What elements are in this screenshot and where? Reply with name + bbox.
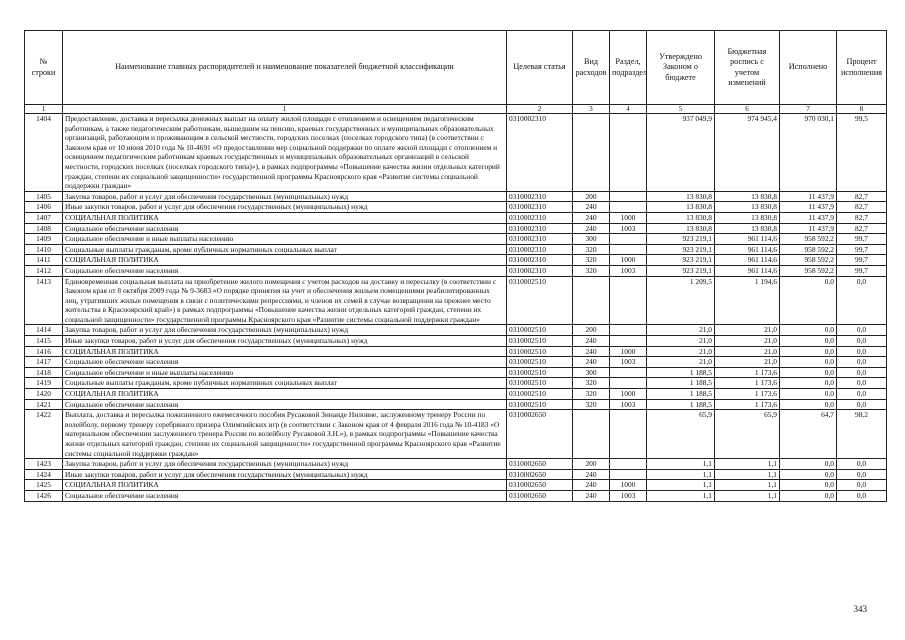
header-budget-schedule: Бюджетная роспись с учетом изменений — [715, 31, 780, 105]
column-number: 1 — [25, 105, 63, 114]
approved-cell: 21,0 — [647, 336, 715, 347]
percent-cell: 0,0 — [837, 399, 887, 410]
table-row — [25, 346, 887, 357]
section-cell — [610, 378, 647, 389]
approved-cell: 13 830,8 — [647, 212, 715, 223]
approved-cell: 21,0 — [647, 346, 715, 357]
approved-cell: 1 188,5 — [647, 399, 715, 410]
row-name-cell: Закупка товаров, работ и услуг для обеспечения государственных (муниципальных) нужд — [63, 459, 507, 470]
executed-cell: 11 437,9 — [780, 202, 837, 213]
row-number-cell: 1413 — [25, 276, 63, 325]
executed-cell: 958 592,2 — [780, 244, 837, 255]
budget-schedule-cell: 1,1 — [715, 459, 780, 470]
budget-schedule-cell: 961 114,6 — [715, 234, 780, 245]
row-number-cell: 1418 — [25, 367, 63, 378]
row-name-cell: СОЦИАЛЬНАЯ ПОЛИТИКА — [63, 389, 507, 400]
row-name-cell: Социальное обеспечение населения — [63, 357, 507, 368]
row-name-cell: Закупка товаров, работ и услуг для обеспечения государственных (муниципальных) нужд — [63, 325, 507, 336]
table-row — [25, 399, 887, 410]
budget-schedule-cell: 21,0 — [715, 336, 780, 347]
column-number: 1 — [63, 105, 507, 114]
expense-type-cell: 240 — [573, 212, 610, 223]
table-row — [25, 114, 887, 192]
row-number-cell: 1404 — [25, 114, 63, 192]
row-name-cell: Социальное обеспечение и иные выплаты населению — [63, 234, 507, 245]
section-cell: 1000 — [610, 480, 647, 491]
percent-cell: 0,0 — [837, 276, 887, 325]
header-approved: Утверждено Законом о бюджете — [647, 31, 715, 105]
executed-cell: 958 592,2 — [780, 234, 837, 245]
target-article-cell: 0310002310 — [507, 191, 573, 202]
expense-type-cell: 200 — [573, 459, 610, 470]
page-number: 343 — [853, 604, 867, 614]
table-row — [25, 212, 887, 223]
row-name-cell: СОЦИАЛЬНАЯ ПОЛИТИКА — [63, 480, 507, 491]
row-name-cell: Выплата, доставка и пересылка пожизненного ежемесячного пособия Русаковой Зинаиде Ниловне, заслуженному тренеру России по волейболу, первому тренеру серебряного призера Олимпийских игр (в соответствии с Законом края от 4 февраля 2016 года № 10-4183 «О материальном обеспечении заслуженного тренера России по волейболу Русаковой З.Н.»), в рамках подпрограммы «Повышение качества жизни отдельных категорий граждан, степени их социальной защищенности» государственной программы Красноярского края «Развитие системы социальной поддержки граждан» — [63, 410, 507, 459]
expense-type-cell: 320 — [573, 378, 610, 389]
table-row — [25, 389, 887, 400]
table-row — [25, 459, 887, 470]
column-number: 7 — [780, 105, 837, 114]
budget-schedule-cell: 21,0 — [715, 357, 780, 368]
percent-cell: 0,0 — [837, 357, 887, 368]
executed-cell: 0,0 — [780, 346, 837, 357]
executed-cell: 0,0 — [780, 480, 837, 491]
row-number-cell: 1422 — [25, 410, 63, 459]
expense-type-cell: 240 — [573, 223, 610, 234]
budget-schedule-cell: 13 830,8 — [715, 202, 780, 213]
table-row — [25, 255, 887, 266]
executed-cell: 64,7 — [780, 410, 837, 459]
budget-schedule-cell: 1 194,6 — [715, 276, 780, 325]
percent-cell: 82,7 — [837, 212, 887, 223]
table-body — [25, 105, 887, 502]
percent-cell: 98,2 — [837, 410, 887, 459]
expense-type-cell: 240 — [573, 357, 610, 368]
header-expense-type: Вид расходов — [573, 31, 610, 105]
section-cell — [610, 202, 647, 213]
header-section: Раздел, подраздел — [610, 31, 647, 105]
expense-type-cell: 240 — [573, 480, 610, 491]
target-article-cell: 0310002510 — [507, 346, 573, 357]
approved-cell: 1 188,5 — [647, 389, 715, 400]
row-number-cell: 1411 — [25, 255, 63, 266]
budget-schedule-cell: 1,1 — [715, 490, 780, 501]
percent-cell: 99,7 — [837, 265, 887, 276]
budget-schedule-cell: 961 114,6 — [715, 244, 780, 255]
section-cell: 1003 — [610, 399, 647, 410]
section-cell: 1003 — [610, 223, 647, 234]
target-article-cell: 0310002510 — [507, 399, 573, 410]
column-number: 4 — [610, 105, 647, 114]
expense-type-cell — [573, 114, 610, 192]
row-number-cell: 1419 — [25, 378, 63, 389]
target-article-cell: 0310002510 — [507, 357, 573, 368]
row-number-cell: 1421 — [25, 399, 63, 410]
column-number: 3 — [573, 105, 610, 114]
section-cell — [610, 234, 647, 245]
budget-schedule-cell: 13 830,8 — [715, 212, 780, 223]
approved-cell: 1 209,5 — [647, 276, 715, 325]
budget-schedule-cell: 13 830,8 — [715, 223, 780, 234]
executed-cell: 0,0 — [780, 399, 837, 410]
expense-type-cell: 240 — [573, 346, 610, 357]
percent-cell: 0,0 — [837, 346, 887, 357]
approved-cell: 13 830,8 — [647, 202, 715, 213]
row-number-cell: 1405 — [25, 191, 63, 202]
executed-cell: 11 437,9 — [780, 212, 837, 223]
table-row — [25, 223, 887, 234]
expense-type-cell: 300 — [573, 234, 610, 245]
section-cell — [610, 191, 647, 202]
budget-schedule-cell: 1,1 — [715, 480, 780, 491]
approved-cell: 937 049,9 — [647, 114, 715, 192]
row-number-cell: 1407 — [25, 212, 63, 223]
header-percent: Процент исполнения — [837, 31, 887, 105]
percent-cell: 0,0 — [837, 378, 887, 389]
budget-schedule-cell: 13 830,8 — [715, 191, 780, 202]
percent-cell: 82,7 — [837, 191, 887, 202]
executed-cell: 0,0 — [780, 276, 837, 325]
row-number-cell: 1416 — [25, 346, 63, 357]
executed-cell: 0,0 — [780, 336, 837, 347]
executed-cell: 0,0 — [780, 490, 837, 501]
approved-cell: 1,1 — [647, 490, 715, 501]
table-row — [25, 480, 887, 491]
section-cell — [610, 114, 647, 192]
target-article-cell: 0310002310 — [507, 265, 573, 276]
row-number-cell: 1420 — [25, 389, 63, 400]
target-article-cell: 0310002650 — [507, 469, 573, 480]
approved-cell: 923 219,1 — [647, 244, 715, 255]
expense-type-cell: 320 — [573, 399, 610, 410]
row-name-cell: Социальные выплаты гражданам, кроме публичных нормативных социальных выплат — [63, 244, 507, 255]
section-cell — [610, 325, 647, 336]
executed-cell: 0,0 — [780, 389, 837, 400]
table-row — [25, 244, 887, 255]
executed-cell: 0,0 — [780, 469, 837, 480]
percent-cell: 0,0 — [837, 325, 887, 336]
table-row — [25, 276, 887, 325]
column-number: 5 — [647, 105, 715, 114]
target-article-cell: 0310002650 — [507, 410, 573, 459]
row-name-cell: Социальное обеспечение и иные выплаты населению — [63, 367, 507, 378]
executed-cell: 0,0 — [780, 325, 837, 336]
section-cell — [610, 276, 647, 325]
target-article-cell: 0310002310 — [507, 244, 573, 255]
approved-cell: 923 219,1 — [647, 265, 715, 276]
header-row-number: № строки — [25, 31, 63, 105]
executed-cell: 0,0 — [780, 459, 837, 470]
row-number-cell: 1424 — [25, 469, 63, 480]
budget-schedule-cell: 65,9 — [715, 410, 780, 459]
section-cell: 1000 — [610, 389, 647, 400]
section-cell: 1003 — [610, 265, 647, 276]
row-name-cell: Предоставление, доставка и пересылка денежных выплат на оплату жилой площади с отоплением и освещением педагогическим работникам, а также педагогическим работникам, вышедшим на пенсию, краевых государственных и муниципальных образовательных организаций, работающим и проживающим в сельской местности, городских поселках (поселках городского типа) (в соответствии с Законом края от 10 июня 2010 года № 10-4691 «О предоставлении мер социальной поддержки по оплате жилой площади с отоплением и освещением педагогическим работникам краевых государственных и муниципальных образовательных организаций в сельской местности, городских поселках (поселках городского типа)»), в рамках подпрограммы «Повышение качества жизни отдельных категорий граждан, степени их социальной защищенности» государственной программы Красноярского края «Развитие системы социальной поддержки граждан» — [63, 114, 507, 192]
percent-cell: 0,0 — [837, 480, 887, 491]
table-row — [25, 378, 887, 389]
row-number-cell: 1409 — [25, 234, 63, 245]
row-name-cell: Социальное обеспечение населения — [63, 265, 507, 276]
table-row — [25, 410, 887, 459]
percent-cell: 0,0 — [837, 469, 887, 480]
table-row — [25, 469, 887, 480]
row-name-cell: Социальное обеспечение населения — [63, 223, 507, 234]
table-row — [25, 265, 887, 276]
row-name-cell: СОЦИАЛЬНАЯ ПОЛИТИКА — [63, 346, 507, 357]
expense-type-cell: 320 — [573, 255, 610, 266]
target-article-cell: 0310002650 — [507, 459, 573, 470]
row-number-cell: 1426 — [25, 490, 63, 501]
percent-cell: 99,5 — [837, 114, 887, 192]
row-name-cell: Социальные выплаты гражданам, кроме публичных нормативных социальных выплат — [63, 378, 507, 389]
table-row — [25, 202, 887, 213]
expense-type-cell: 240 — [573, 202, 610, 213]
row-name-cell: Социальное обеспечение населения — [63, 399, 507, 410]
section-cell — [610, 459, 647, 470]
section-cell: 1000 — [610, 255, 647, 266]
target-article-cell: 0310002310 — [507, 114, 573, 192]
expense-type-cell: 240 — [573, 490, 610, 501]
section-cell — [610, 244, 647, 255]
section-cell: 1003 — [610, 490, 647, 501]
approved-cell: 1 188,5 — [647, 378, 715, 389]
table-header-row — [25, 31, 887, 105]
target-article-cell: 0310002310 — [507, 223, 573, 234]
budget-schedule-cell: 21,0 — [715, 325, 780, 336]
percent-cell: 0,0 — [837, 459, 887, 470]
approved-cell: 923 219,1 — [647, 234, 715, 245]
row-name-cell: СОЦИАЛЬНАЯ ПОЛИТИКА — [63, 212, 507, 223]
expense-type-cell: 300 — [573, 367, 610, 378]
section-cell — [610, 336, 647, 347]
approved-cell: 1,1 — [647, 469, 715, 480]
row-number-cell: 1425 — [25, 480, 63, 491]
approved-cell: 21,0 — [647, 325, 715, 336]
budget-schedule-cell: 1 173,6 — [715, 399, 780, 410]
row-name-cell: Иные закупки товаров, работ и услуг для обеспечения государственных (муниципальных) нужд — [63, 202, 507, 213]
executed-cell: 958 592,2 — [780, 255, 837, 266]
executed-cell: 11 437,9 — [780, 223, 837, 234]
row-name-cell: Социальное обеспечение населения — [63, 490, 507, 501]
executed-cell: 970 030,1 — [780, 114, 837, 192]
budget-schedule-cell: 1 173,6 — [715, 389, 780, 400]
approved-cell: 13 830,8 — [647, 223, 715, 234]
table-row — [25, 325, 887, 336]
column-number: 8 — [837, 105, 887, 114]
budget-schedule-cell: 961 114,6 — [715, 265, 780, 276]
budget-schedule-cell: 974 945,4 — [715, 114, 780, 192]
row-name-cell: СОЦИАЛЬНАЯ ПОЛИТИКА — [63, 255, 507, 266]
expense-type-cell: 320 — [573, 389, 610, 400]
table-row — [25, 357, 887, 368]
row-number-cell: 1423 — [25, 459, 63, 470]
target-article-cell: 0310002310 — [507, 234, 573, 245]
row-name-cell: Единовременная социальная выплата на приобретение жилого помещения с учетом расходов на доставку и пересылку (в соответствии с Законом края от 8 октября 2009 года № 9-3683 «О порядке принятия на учет и обеспечения жильем помещениями реабилитированных лиц, утративших жилые помещения в связи с политическими репрессиями, и членов их семей в случае возвращения на прежнее место жительства в Красноярский край») в рамках подпрограммы «Повышение качества жизни отдельных категорий граждан, степени их социальной защищенности» государственной программы Красноярского края «Развитие системы социальной поддержки граждан» — [63, 276, 507, 325]
percent-cell: 82,7 — [837, 223, 887, 234]
executed-cell: 0,0 — [780, 367, 837, 378]
target-article-cell: 0310002510 — [507, 378, 573, 389]
section-cell: 1000 — [610, 212, 647, 223]
executed-cell: 958 592,2 — [780, 265, 837, 276]
approved-cell: 1,1 — [647, 480, 715, 491]
section-cell: 1000 — [610, 346, 647, 357]
target-article-cell: 0310002510 — [507, 367, 573, 378]
row-number-cell: 1415 — [25, 336, 63, 347]
row-number-cell: 1412 — [25, 265, 63, 276]
approved-cell: 65,9 — [647, 410, 715, 459]
approved-cell: 1,1 — [647, 459, 715, 470]
percent-cell: 82,7 — [837, 202, 887, 213]
budget-schedule-cell: 21,0 — [715, 346, 780, 357]
row-number-cell: 1414 — [25, 325, 63, 336]
table-row — [25, 367, 887, 378]
row-number-cell: 1410 — [25, 244, 63, 255]
header-name: Наименование главных распорядителей и наименование показателей бюджетной классификации — [63, 31, 507, 105]
row-number-cell: 1406 — [25, 202, 63, 213]
column-number-row — [25, 105, 887, 114]
section-cell — [610, 410, 647, 459]
percent-cell: 99,7 — [837, 255, 887, 266]
budget-schedule-cell: 1 173,6 — [715, 367, 780, 378]
budget-schedule-cell: 1 173,6 — [715, 378, 780, 389]
target-article-cell: 0310002510 — [507, 336, 573, 347]
target-article-cell: 0310002510 — [507, 276, 573, 325]
column-number: 6 — [715, 105, 780, 114]
expense-type-cell: 240 — [573, 469, 610, 480]
target-article-cell: 0310002510 — [507, 325, 573, 336]
approved-cell: 1 188,5 — [647, 367, 715, 378]
budget-schedule-cell: 1,1 — [715, 469, 780, 480]
row-number-cell: 1408 — [25, 223, 63, 234]
budget-schedule-cell: 961 114,6 — [715, 255, 780, 266]
percent-cell: 0,0 — [837, 367, 887, 378]
row-name-cell: Закупка товаров, работ и услуг для обеспечения государственных (муниципальных) нужд — [63, 191, 507, 202]
executed-cell: 0,0 — [780, 357, 837, 368]
percent-cell: 0,0 — [837, 490, 887, 501]
expense-type-cell — [573, 410, 610, 459]
section-cell — [610, 367, 647, 378]
target-article-cell: 0310002310 — [507, 212, 573, 223]
column-number: 2 — [507, 105, 573, 114]
target-article-cell: 0310002650 — [507, 490, 573, 501]
expense-type-cell: 240 — [573, 336, 610, 347]
header-executed: Исполнено — [780, 31, 837, 105]
approved-cell: 13 830,8 — [647, 191, 715, 202]
expense-type-cell: 320 — [573, 265, 610, 276]
target-article-cell: 0310002510 — [507, 389, 573, 400]
percent-cell: 99,7 — [837, 244, 887, 255]
table-row — [25, 191, 887, 202]
header-target-article: Целевая статья — [507, 31, 573, 105]
target-article-cell: 0310002650 — [507, 480, 573, 491]
percent-cell: 0,0 — [837, 336, 887, 347]
table-row — [25, 336, 887, 347]
executed-cell: 0,0 — [780, 378, 837, 389]
expense-type-cell: 320 — [573, 244, 610, 255]
expense-type-cell — [573, 276, 610, 325]
expense-type-cell: 200 — [573, 191, 610, 202]
section-cell: 1003 — [610, 357, 647, 368]
percent-cell: 0,0 — [837, 389, 887, 400]
percent-cell: 99,7 — [837, 234, 887, 245]
target-article-cell: 0310002310 — [507, 255, 573, 266]
expense-type-cell: 200 — [573, 325, 610, 336]
section-cell — [610, 469, 647, 480]
budget-execution-table — [24, 30, 887, 502]
executed-cell: 11 437,9 — [780, 191, 837, 202]
table-row — [25, 490, 887, 501]
row-name-cell: Иные закупки товаров, работ и услуг для обеспечения государственных (муниципальных) нужд — [63, 469, 507, 480]
approved-cell: 923 219,1 — [647, 255, 715, 266]
approved-cell: 21,0 — [647, 357, 715, 368]
row-number-cell: 1417 — [25, 357, 63, 368]
target-article-cell: 0310002310 — [507, 202, 573, 213]
row-name-cell: Иные закупки товаров, работ и услуг для обеспечения государственных (муниципальных) нужд — [63, 336, 507, 347]
table-row — [25, 234, 887, 245]
